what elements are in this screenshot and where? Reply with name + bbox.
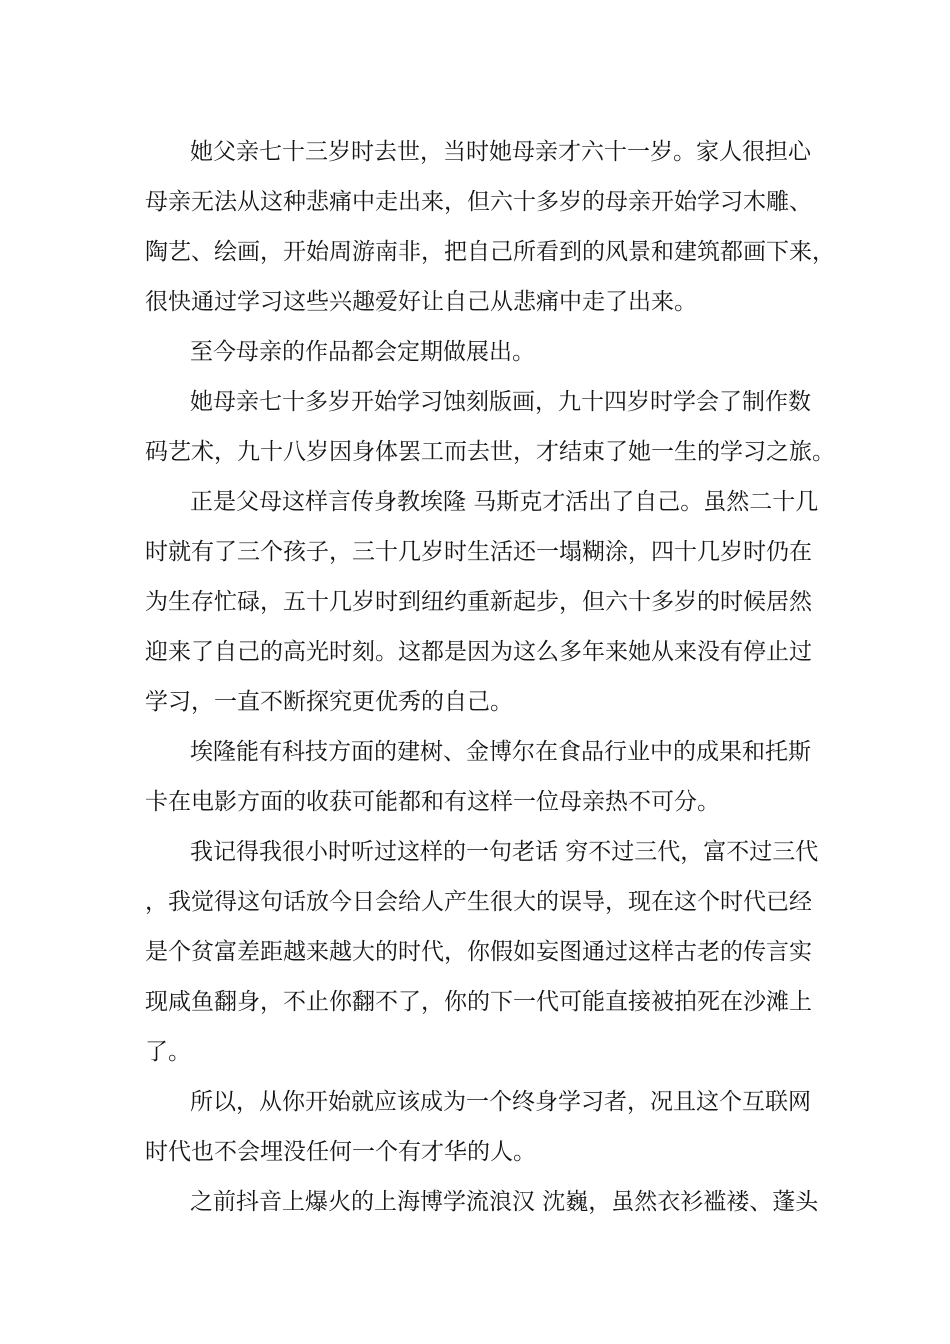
text-line: 时就有了三个孩子，三十几岁时生活还一塌糊涂，四十几岁时仍在 [145,539,812,565]
text-line: 学习，一直不断探究更优秀的自己。 [145,689,513,715]
text-line: 了。 [145,1039,191,1065]
text-line: 之前抖音上爆火的上海博学流浪汉 沈巍，虽然衣衫褴褛、蓬头 [190,1189,819,1215]
text-line: 卡在电影方面的收获可能都和有这样一位母亲热不可分。 [145,789,720,815]
text-line: 现咸鱼翻身，不止你翻不了，你的下一代可能直接被拍死在沙滩上 [145,989,812,1015]
text-line: 埃隆能有科技方面的建树、金博尔在食品行业中的成果和托斯 [190,739,811,765]
text-line: 迎来了自己的高光时刻。这都是因为这么多年来她从来没有停止过 [145,639,812,665]
text-line: 她父亲七十三岁时去世，当时她母亲才六十一岁。家人很担心 [190,139,811,165]
text-line: ，我觉得这句话放今日会给人产生很大的误导，现在这个时代已经 [145,889,812,915]
text-line: 码艺术，九十八岁因身体罢工而去世，才结束了她一生的学习之旅。 [145,439,835,465]
text-line: 母亲无法从这种悲痛中走出来，但六十多岁的母亲开始学习木雕、 [145,189,812,215]
text-line: 陶艺、绘画，开始周游南非，把自己所看到的风景和建筑都画下来， [145,239,835,265]
text-line: 正是父母这样言传身教埃隆 马斯克才活出了自己。虽然二十几 [190,489,819,515]
text-line: 至今母亲的作品都会定期做展出。 [190,339,535,365]
text-line: 所以，从你开始就应该成为一个终身学习者，况且这个互联网 [190,1089,811,1115]
text-line: 是个贫富差距越来越大的时代，你假如妄图通过这样古老的传言实 [145,939,812,965]
text-line: 很快通过学习这些兴趣爱好让自己从悲痛中走了出来。 [145,289,697,315]
text-line: 我记得我很小时听过这样的一句老话 穷不过三代，富不过三代 [190,839,819,865]
text-line: 她母亲七十多岁开始学习蚀刻版画，九十四岁时学会了制作数 [190,389,811,415]
text-line: 为生存忙碌，五十几岁时到纽约重新起步，但六十多岁的时候居然 [145,589,812,615]
text-line: 时代也不会埋没任何一个有才华的人。 [145,1139,536,1165]
